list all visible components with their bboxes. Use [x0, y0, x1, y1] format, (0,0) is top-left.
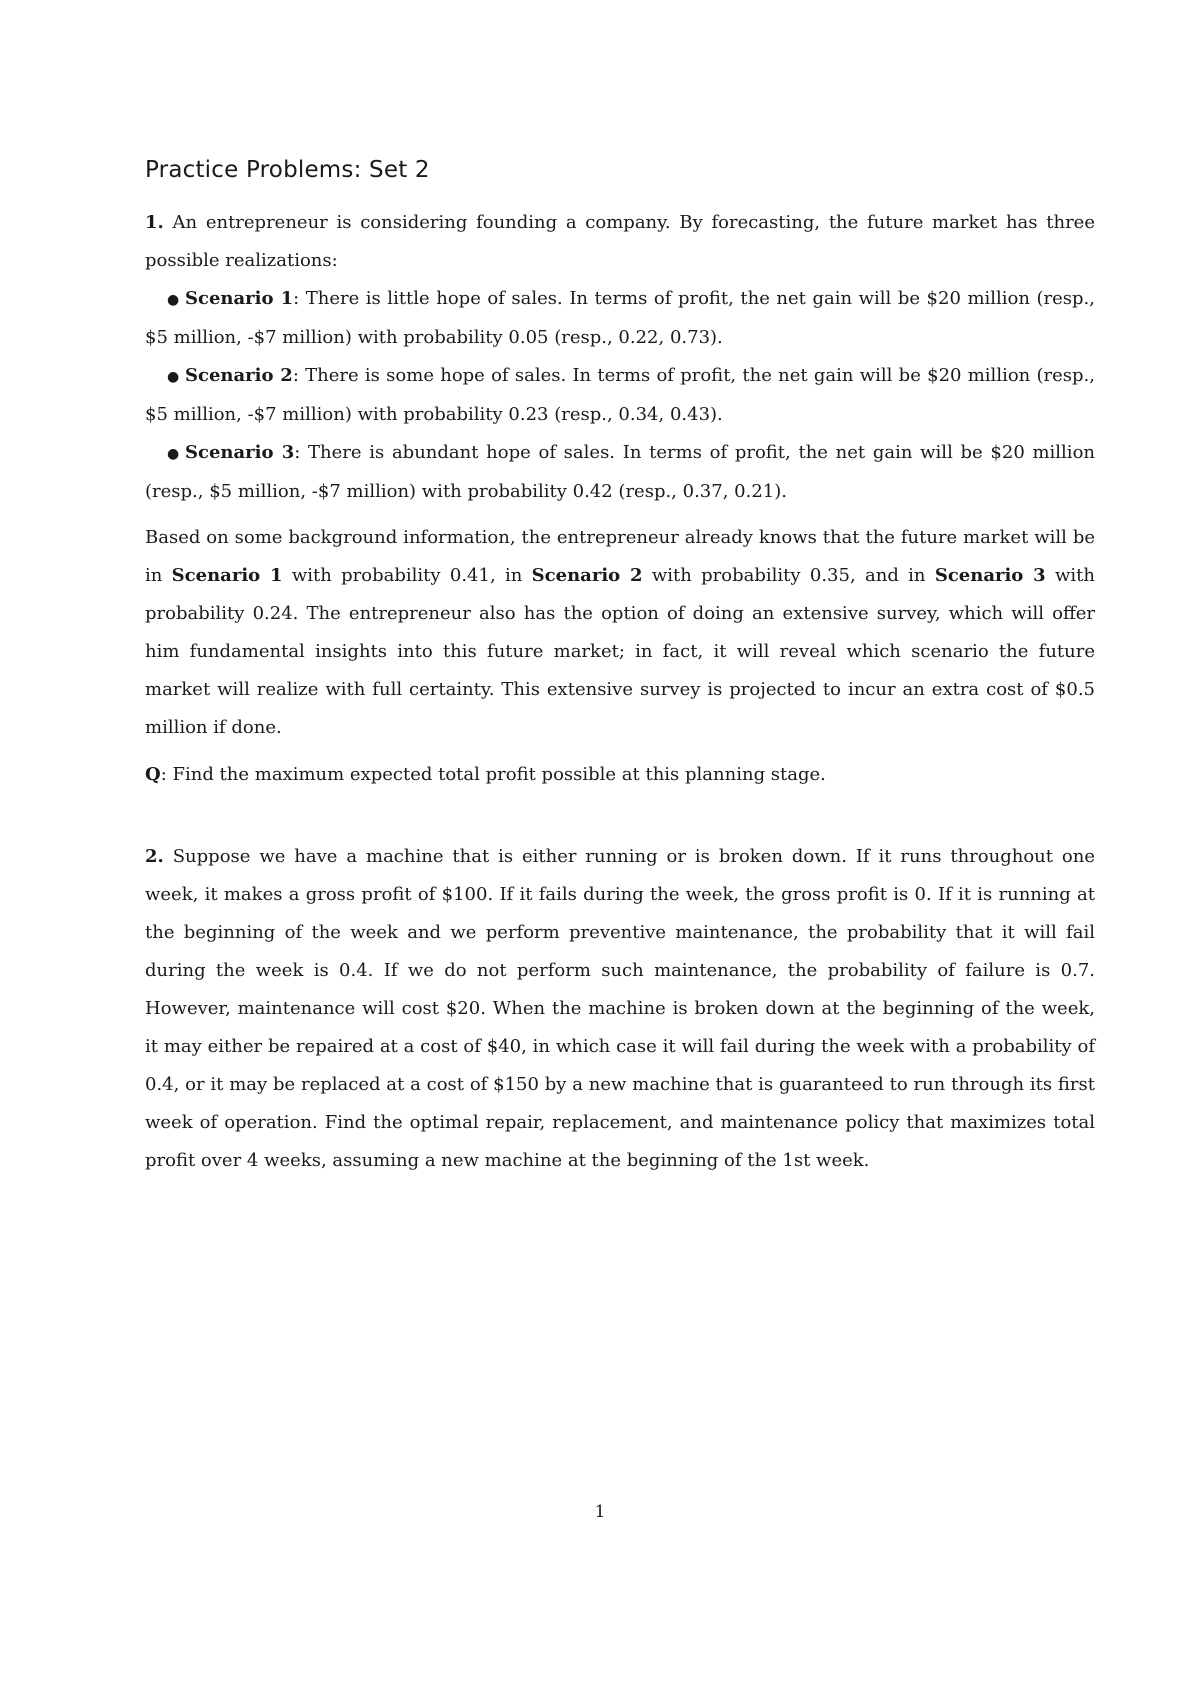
scenario-item [145, 434, 1095, 511]
scenario-list [145, 280, 1095, 511]
problem-1-intro-text: An entrepreneur is considering founding a company. By forecasting, the future market has three possible realizations: [145, 212, 1095, 271]
scenario-label: Scenario 1 [185, 288, 294, 309]
question-label: Q [145, 764, 161, 785]
scenario-label: Scenario 3 [185, 442, 295, 463]
page-number: 1 [594, 1502, 606, 1522]
background-text: with probability 0.41, in [282, 565, 532, 586]
bullet-icon: ● [167, 446, 180, 462]
question-paragraph [145, 756, 1095, 794]
background-text: with probability 0.24. The entrepreneur also has the option of doing an extensive survey, which will offer him fundamental insights into this future market; in fact, it will reveal which scenario the future market will realize with full certainty. This extensive survey is projected to incur an extra cost of $0.5 million if done. [145, 565, 1096, 738]
document-page [145, 150, 1095, 1180]
problem-1-intro [145, 204, 1095, 280]
scenario-text: : There is little hope of sales. In terms of profit, the net gain will be $20 million (resp., $5 million, -$7 million) with probability 0.05 (resp., 0.22, 0.73). [145, 288, 1095, 348]
question-text: : Find the maximum expected total profit possible at this planning stage. [160, 764, 826, 785]
bullet-icon: ● [167, 369, 180, 385]
background-paragraph [145, 519, 1095, 747]
problem-2-paragraph [145, 838, 1095, 1180]
scenario-ref: Scenario 3 [934, 565, 1046, 586]
problem-2-text: Suppose we have a machine that is either running or is broken down. If it runs throughout one week, it makes a gross profit of $100. If it fails during the week, the gross profit is 0. If it is running at the beginning of the week and we perform preventive maintenance, the probability that it will fail during the week is 0.4. If we do not perform such maintenance, the probability of failure is 0.7. However, maintenance will cost $20. When the machine is broken down at the beginning of the week, it may either be repaired at a cost of $40, in which case it will fail during the week with a probability of 0.4, or it may be replaced at a cost of $150 by a new machine that is guaranteed to run through its first week of operation. Find the optimal repair, replacement, and maintenance policy that maximizes total profit over 4 weeks, assuming a new machine at the beginning of the 1st week. [145, 846, 1095, 1171]
problem-1-number: 1. [145, 212, 164, 233]
scenario-ref: Scenario 1 [171, 565, 283, 586]
bullet-icon: ● [167, 292, 180, 308]
scenario-text: : There is some hope of sales. In terms of profit, the net gain will be $20 million (resp., $5 million, -$7 million) with probability 0.23 (resp., 0.34, 0.43). [145, 365, 1096, 425]
background-text: with probability 0.35, and in [642, 565, 935, 586]
scenario-item [145, 280, 1095, 357]
scenario-item [145, 357, 1095, 434]
page-title: Practice Problems: Set 2 [145, 157, 430, 183]
scenario-ref: Scenario 2 [531, 565, 643, 586]
scenario-text: : There is abundant hope of sales. In terms of profit, the net gain will be $20 million (resp., $5 million, -$7 million) with probability 0.42 (resp., 0.37, 0.21). [145, 442, 1095, 502]
scenario-label: Scenario 2 [185, 365, 293, 386]
background-text: Based on some background information, the entrepreneur already knows that the future market will be in [145, 527, 1095, 586]
problem-2-number: 2. [145, 846, 164, 867]
